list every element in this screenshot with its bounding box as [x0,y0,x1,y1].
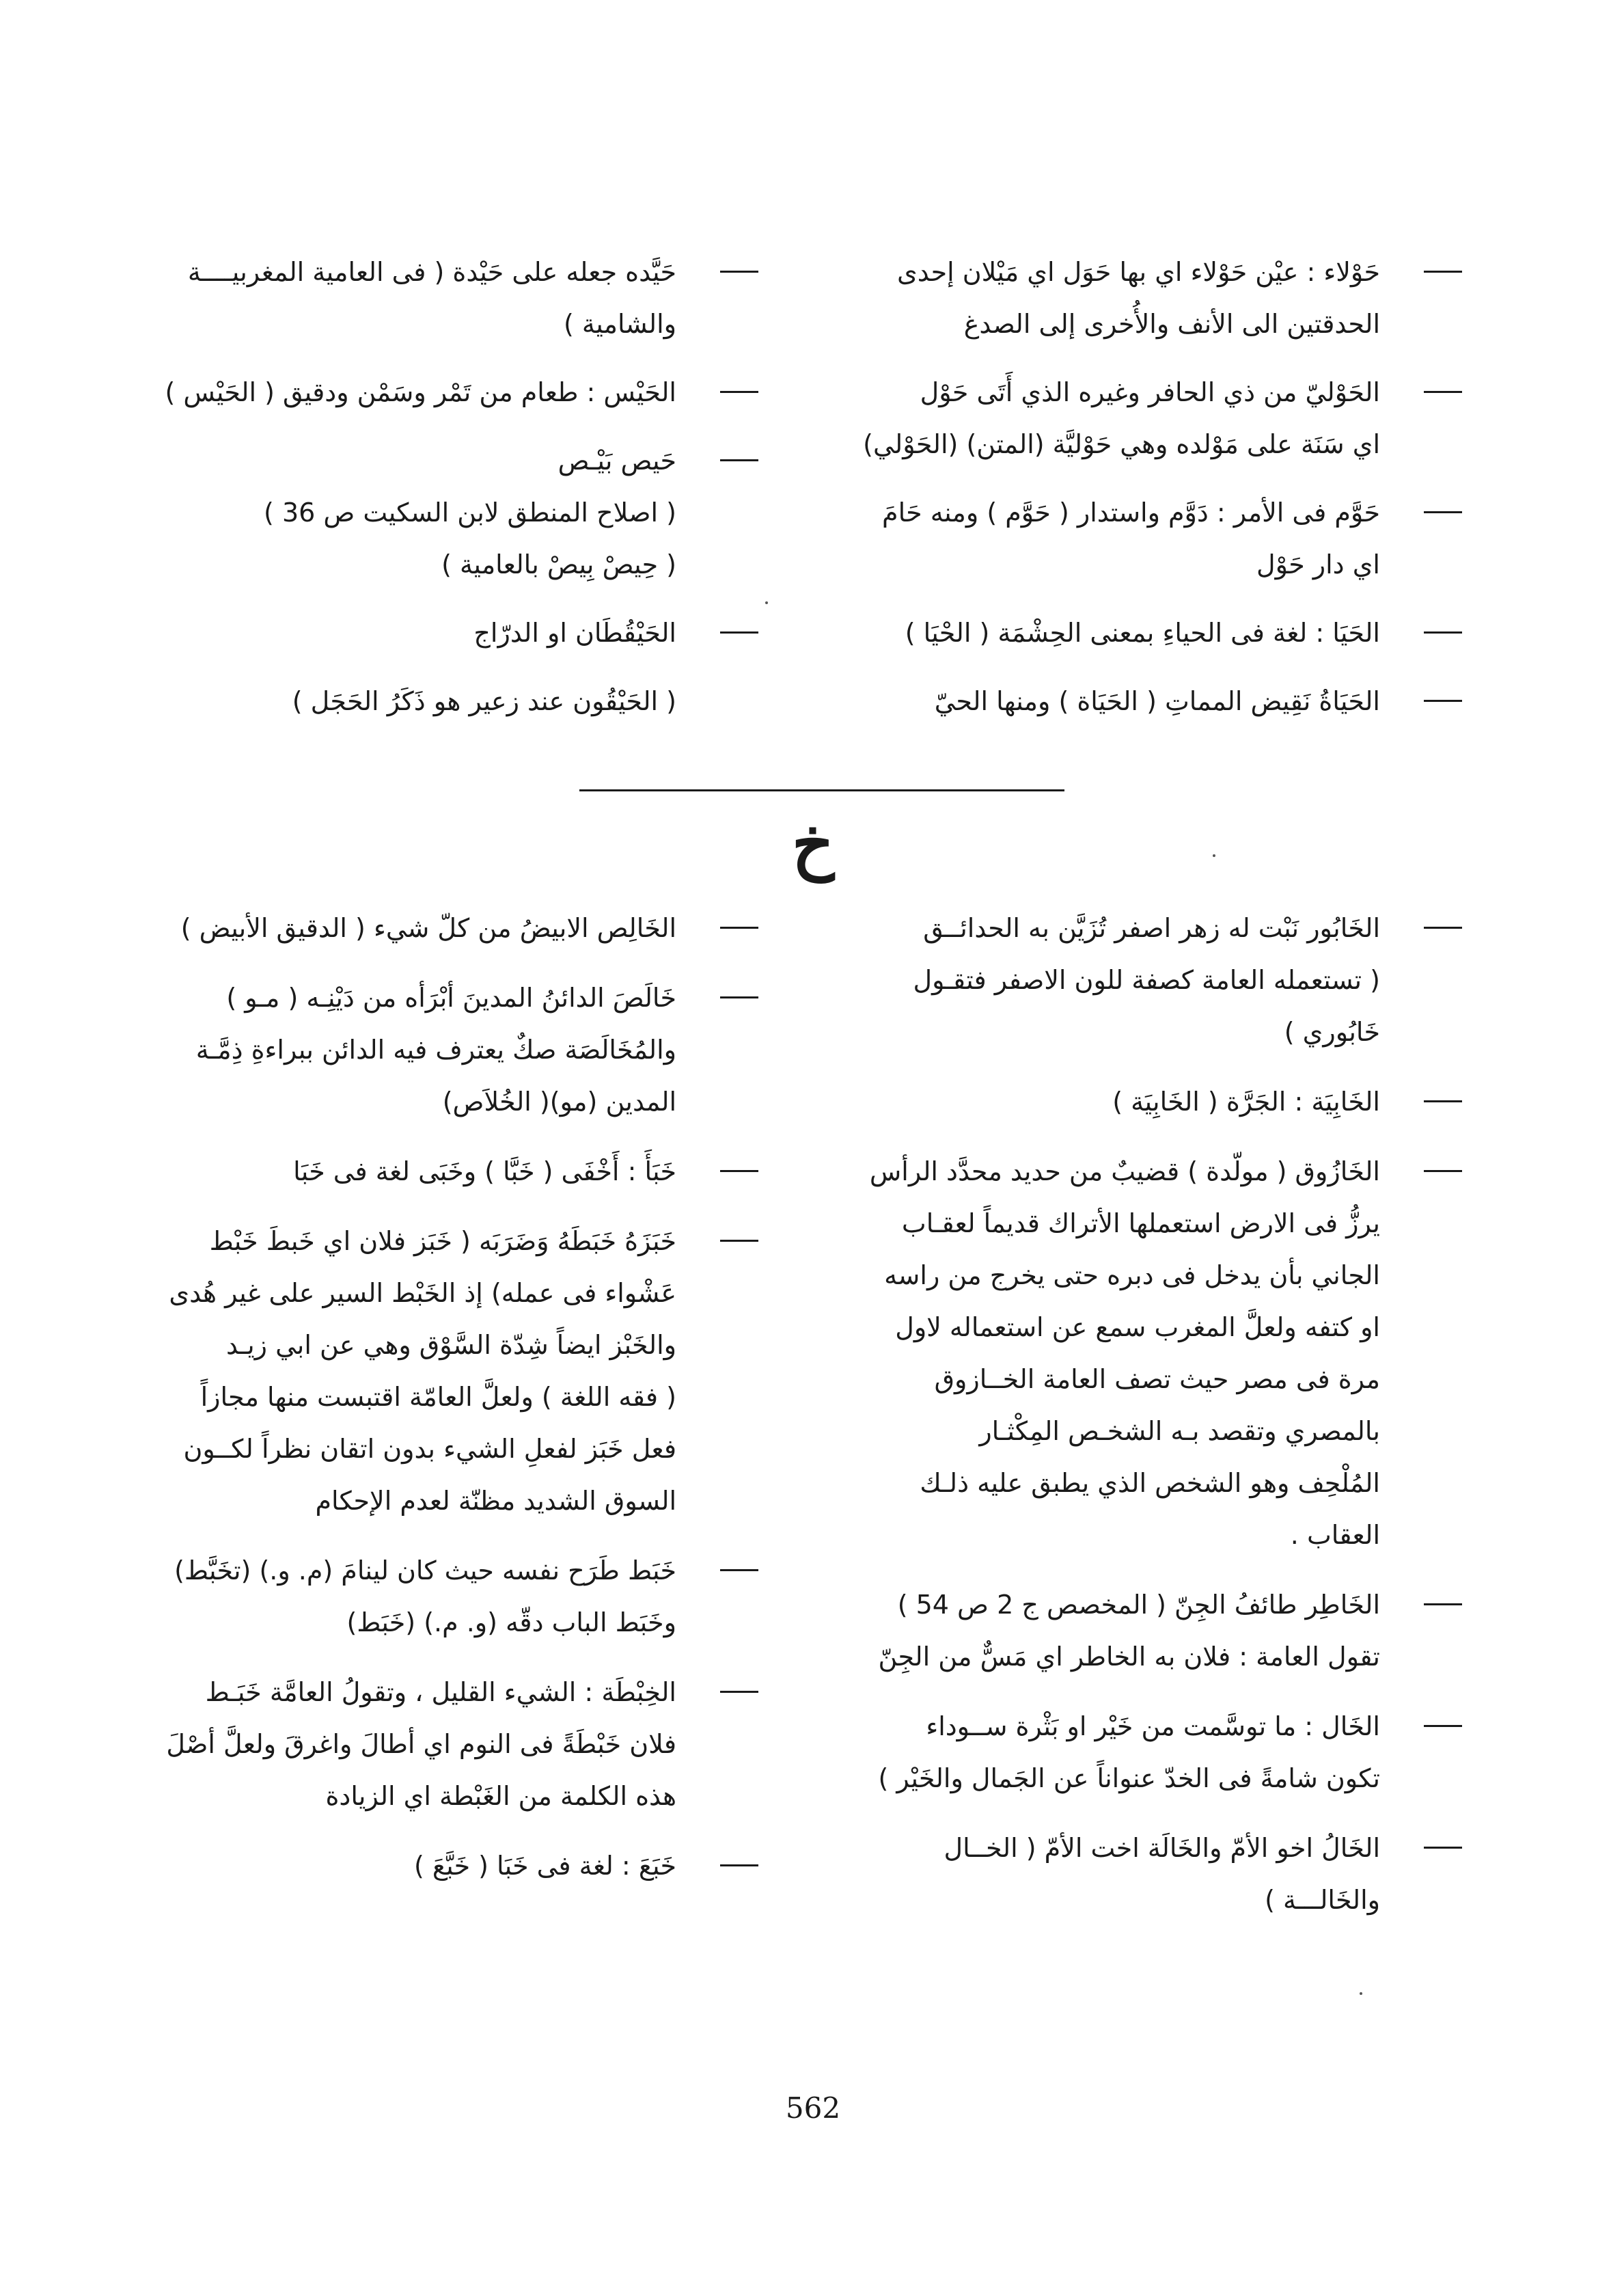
entry-line: يرزُّ فى الارض استعملها الأتراك قديماً لعقـاب [901,1208,1380,1238]
entry-khal-mole [847,1700,1462,1804]
entry-dash [720,1691,758,1693]
entry-khabata [157,1545,758,1648]
entry-hawli [847,366,1462,470]
entry-line: الحَيْقُطَان او الدرّاج [473,618,676,648]
entry-dash [1424,1100,1462,1102]
entry-line: او كتفه ولعلَّ المغرب سمع عن استعماله لاول [895,1312,1380,1342]
entry-hawwam [847,487,1462,590]
entry-line: فعل خَبَز لفعلِ الشيء بدون اتقان نظراً لكــون [183,1434,676,1464]
entry-dash [720,1864,758,1866]
entry-line: تكون شامةً فى الخدّ عنواناً عن الجَمال والخَيْر ) [878,1763,1380,1793]
entry-line: الخَالِص الابيضُ من كلّ شيء ( الدقيق الأبيض ) [180,913,676,943]
entry-line: الخَاطِر طائفُ الجِنّ ( المخصص ج 2 ص 54 ) [897,1590,1380,1620]
entry-line: الحدقتين الى الأنف والأُخرى إلى الصدغ [963,309,1380,339]
entry-line: خَبَأَ : أَخْفَى ( خَبَّا ) وخَبَى لغة فى خَبَا [293,1156,676,1186]
entry-line: حَيص بَيْـص [558,446,676,476]
entry-khaba [157,1145,758,1197]
entry-khal-uncle [847,1822,1462,1926]
entry-line: اي دار حَوْل [1256,549,1380,580]
entry-note: ( الحَيْقُون عند زعير هو ذَكَرُ الحَجَل ) [292,686,676,716]
entry-line: الخَال : ما توسَّمت من خَيْر او بَثْرة ســوداء [926,1711,1380,1741]
entry-note: ( حِيصْ بِيصْ بالعامية ) [441,549,676,580]
entry-line: ( فقه اللغة ) ولعلَّ العامّة اقتبست منها مجازاً [200,1382,676,1412]
entry-dash [720,459,758,461]
entry-hayat [847,675,1462,727]
entry-line: تقول العامة : فلان به الخاطر اي مَسٌّ من الجِنّ [878,1642,1380,1672]
entry-line: عَشْواء فى عمله) إذ الخَبْط السير على غير هُدى [169,1278,676,1308]
entry-dash [720,927,758,929]
section-letter: خ [792,805,834,882]
entry-dash [720,1240,758,1242]
bottom-left-column [157,902,758,1909]
entry-line: خَبَعَ : لغة فى خَبَا ( خَبَّعَ ) [413,1851,676,1881]
entry-dash [720,271,758,273]
entry-line: والشامية ) [563,309,676,339]
entry-khazuq [847,1145,1462,1561]
entry-khabiya [847,1076,1462,1128]
scan-speck [1213,854,1215,857]
entry-hays [157,366,758,418]
entry-dash [720,1170,758,1172]
entry-hays-bays [157,435,758,487]
entry-line: الخَازُوق ( مولّدة ) قضيبٌ من حديد محدَّد الرأس [869,1156,1380,1186]
entry-line: حَيَّده جعله على حَيْدة ( فى العامية المغربيــــة [187,257,676,287]
entry-line: حَوْلاء : عيْن حَوْلاء اي بها حَوَل اي مَيْلان إحدى [896,257,1380,287]
entry-line: الجاني بأن يدخل فى دبره حتى يخرج من راسه [884,1260,1380,1290]
page-number: 562 [785,2091,841,2125]
section-divider [579,789,1064,791]
entry-hayqutan [157,607,758,659]
entry-line: ( تستعمله العامة كصفة للون الاصفر فتقـول [913,965,1380,995]
entry-dash [1424,271,1462,273]
entry-line: الخَابُور نَبْت له زهر اصفر تُزَيَّن به الحدائــق [923,913,1380,943]
entry-khabaza [157,1215,758,1527]
entry-line: العقاب . [1290,1520,1380,1550]
entry-khibta [157,1666,758,1822]
entry-dash [1424,927,1462,929]
entry-line: الحَوْليّ من ذي الحافر وغيره الذي أَتَى حَوْل [920,377,1380,407]
entry-line: الخَالُ اخو الأمّ والخَالَة اخت الأمّ ( الخــال [944,1833,1380,1863]
top-left-column [157,246,758,727]
entry-dash [1424,631,1462,634]
entry-line: فلان خَبْطَةً فى النوم اي أطالَ واغرقَ ولعلَّ أصْلَ [166,1729,676,1759]
entry-note: ( اصلاح المنطق لابن السكيت ص 36 ) [264,498,676,528]
entry-line: خَبَزَهُ خَبَطَهُ وَضَرَبَه ( خَبَز فلان اي خَبطَ خَبْط [209,1226,676,1256]
entry-hayyada [157,246,758,350]
entry-line: السوق الشديد مظنّة لعدم الإحكام [315,1486,676,1516]
entry-dash [720,631,758,634]
bottom-right-column [847,902,1462,1944]
entry-line: الحَيَا : لغة فى الحياءِ بمعنى الحِشْمَة ( الحْيَا ) [905,618,1380,648]
scan-speck [765,601,768,604]
entry-khatir [847,1579,1462,1683]
entry-line: مرة فى مصر حيث تصف العامة الخــازوق [934,1364,1380,1394]
entry-khalasa [157,972,758,1128]
entry-hawla [847,246,1462,350]
entry-dash [1424,1603,1462,1605]
entry-dash [720,1569,758,1571]
entry-line: اي سَنَة على مَوْلده وهي حَوْليَّة (المتن) (الحَوْلي) [863,429,1380,459]
entry-line: خَالَصَ الدائنُ المدينَ أبْرَأه من دَيْنِـه ( مـو ) [226,983,676,1013]
entry-line: المدين (مو)( الخُلاَص) [442,1087,676,1117]
entry-line: خَابُوري ) [1284,1017,1380,1047]
entry-line: الحَيَاةُ نَقِيض المماتِ ( الحَيَاة ) ومنها الحيّ [934,686,1380,716]
entry-line: هذه الكلمة من الغَبْطة اي الزيادة [325,1781,676,1811]
entry-dash [1424,1725,1462,1727]
entry-line: وخَبَط الباب دقّه (و. م.) (خَبَط) [346,1607,676,1637]
entry-dash [1424,511,1462,513]
scan-speck [1360,1992,1362,1995]
entry-haya [847,607,1462,659]
entry-khalis [157,902,758,954]
entry-dash [1424,700,1462,702]
entry-line: المُلْحِف وهو الشخص الذي يطبق عليه ذلـك [920,1468,1380,1498]
entry-dash [720,391,758,393]
entry-dash [1424,391,1462,393]
entry-dash [720,996,758,998]
entry-line: الخِبْطَة : الشيء القليل ، وتقولُ العامَّة خَبَـط [205,1677,676,1707]
entry-line: خَبَط طَرَح نفسه حيث كان لينامَ (م. و.) (تخَبَّط) [174,1555,676,1586]
entry-line: حَوَّم فى الأمر : دَوَّم واستدار ( حَوَّم ) ومنه حَامَ [882,498,1380,528]
entry-line: بالمصري وتقصد بـه الشخـص المِكْثـار [979,1416,1380,1446]
entry-line: الحَيْس : طعام من تَمْر وسَمْن ودقيق ( الحَيْس ) [165,377,676,407]
entry-dash [1424,1170,1462,1172]
top-right-column [847,246,1462,744]
entry-line: الخَابِيَة : الجَرَّة ( الخَابِيَة ) [1112,1087,1380,1117]
entry-line: والمُخَالَصَة صكٌ يعترف فيه الدائن ببراءةِ ذِمَّـة [195,1035,676,1065]
entry-line: والخَالـــة ) [1265,1885,1380,1915]
entry-khabur [847,902,1462,1058]
entry-dash [1424,1847,1462,1849]
entry-khabaa [157,1840,758,1892]
entry-line: والخَبْز ايضاً شِدّة السَّوْق وهي عن ابي زيـد [226,1330,676,1360]
